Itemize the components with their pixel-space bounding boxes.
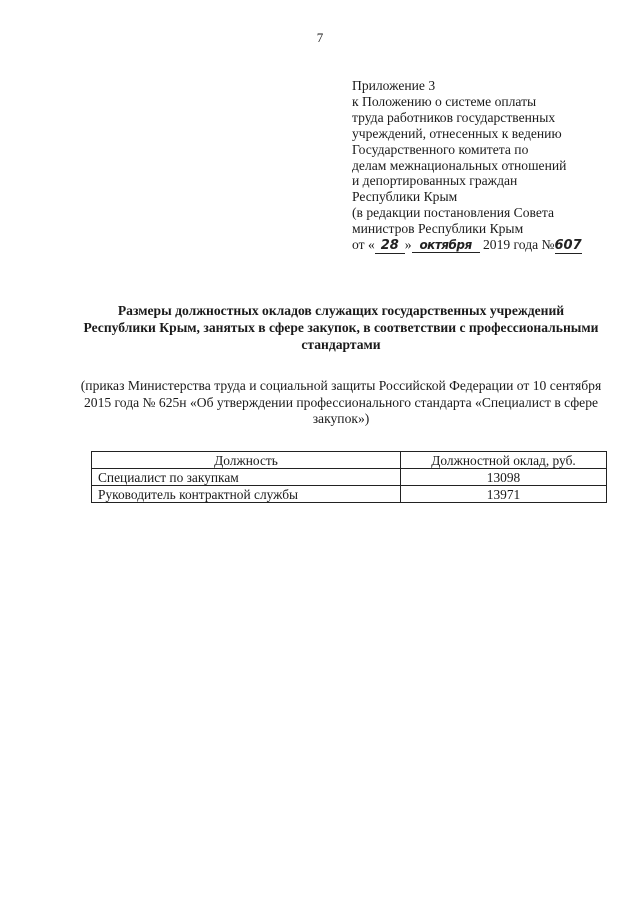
appendix-header <box>352 78 612 254</box>
page-number: 7 <box>316 30 324 45</box>
salary-cell: 13971 <box>401 486 607 503</box>
appendix-line: Государственного комитета по <box>352 141 529 157</box>
appendix-line: учреждений, отнесенных к ведению <box>352 125 562 141</box>
header-salary: Должностной оклад, руб. <box>401 452 607 469</box>
appendix-line: и депортированных граждан <box>352 173 518 189</box>
position-cell: Специалист по закупкам <box>92 469 401 486</box>
order-reference: (приказ Министерства труда и социальной защиты Российской Федерации от 10 сентября 2015 года № 625н «Об утверждении профессионального стандарта «Специалист в сфере закупок») <box>80 378 602 426</box>
appendix-line: к Положению о системе оплаты <box>352 93 537 109</box>
document-title: Размеры должностных окладов служащих государственных учреждений Республики Крым, занятых в сфере закупок, в соответствии с профессиональными стандартами <box>83 303 599 352</box>
date-prefix: от « <box>352 237 375 253</box>
date-mid: » <box>404 237 412 253</box>
salary-cell: 13098 <box>401 469 607 486</box>
appendix-line: Республики Крым <box>352 189 458 205</box>
date-year: 2019 года № <box>482 237 555 253</box>
table-row <box>92 486 607 503</box>
appendix-line: Приложение 3 <box>352 78 436 93</box>
table-header-row <box>92 452 607 469</box>
header-position: Должность <box>92 452 401 469</box>
handwritten-day: 28 <box>375 239 405 254</box>
appendix-line: делам межнациональных отношений <box>352 157 567 173</box>
table-row <box>92 469 607 486</box>
handwritten-month: октября <box>412 238 480 253</box>
appendix-line: труда работников государственных <box>352 109 556 125</box>
handwritten-number: 607 <box>554 238 582 254</box>
appendix-line: министров Республики Крым <box>352 221 524 237</box>
position-cell: Руководитель контрактной службы <box>92 486 401 503</box>
appendix-line: (в редакции постановления Совета <box>352 205 555 221</box>
date-line <box>352 237 612 254</box>
salary-table <box>91 451 607 503</box>
